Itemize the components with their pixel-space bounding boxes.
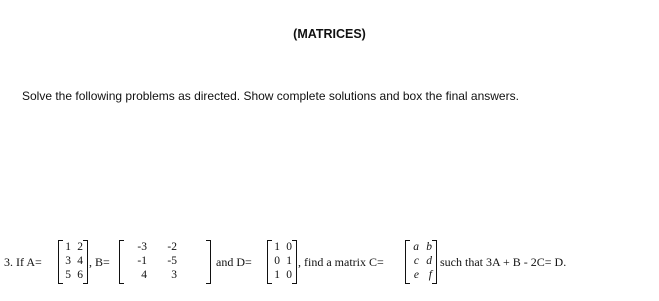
matrix-a-cell: 3 — [65, 255, 71, 267]
matrix-d — [267, 239, 297, 285]
matrix-a-cell: 5 — [65, 269, 71, 281]
matrix-b-cell: -3 — [137, 241, 147, 253]
separator-b-text: , B= — [89, 255, 110, 269]
matrix-c-cell: f — [428, 269, 432, 281]
matrix-c-cell: b — [426, 241, 432, 253]
matrix-c-cell: c — [413, 255, 419, 267]
matrix-d-cell: 1 — [274, 241, 280, 253]
matrix-a-cell: 1 — [65, 241, 71, 253]
problem-lead-text: 3. If A= — [4, 255, 42, 269]
matrix-c — [405, 239, 437, 285]
separator-c-text: , find a matrix C= — [298, 255, 384, 269]
matrix-d-cell: 0 — [274, 255, 280, 267]
matrix-c-cell: a — [413, 241, 419, 253]
matrix-a — [58, 239, 88, 285]
matrix-d-cell: 1 — [274, 269, 280, 281]
matrix-c-cell: d — [426, 255, 432, 267]
matrix-b-cell: 4 — [141, 269, 147, 281]
matrix-b-cell: -1 — [137, 255, 147, 267]
matrix-b-cell: -5 — [167, 255, 177, 267]
matrix-b-cell: 3 — [171, 269, 177, 281]
page-title: (MATRICES) — [293, 27, 366, 41]
matrix-d-cell: 0 — [286, 269, 292, 281]
matrix-b — [119, 239, 211, 285]
matrix-c-cell: e — [413, 269, 419, 281]
separator-d-text: and D= — [216, 255, 252, 269]
matrix-d-cell: 0 — [286, 241, 292, 253]
matrix-a-cell: 4 — [77, 255, 83, 267]
matrix-d-cell: 1 — [286, 255, 292, 267]
instructions-text: Solve the following problems as directed. Show complete solutions and box the final answers. — [22, 89, 519, 103]
matrix-b-cell: -2 — [167, 241, 177, 253]
problem-3 — [4, 239, 656, 285]
matrix-a-cell: 2 — [77, 241, 83, 253]
matrix-a-cell: 6 — [77, 269, 83, 281]
problem-tail-text: such that 3A + B - 2C= D. — [440, 255, 567, 269]
